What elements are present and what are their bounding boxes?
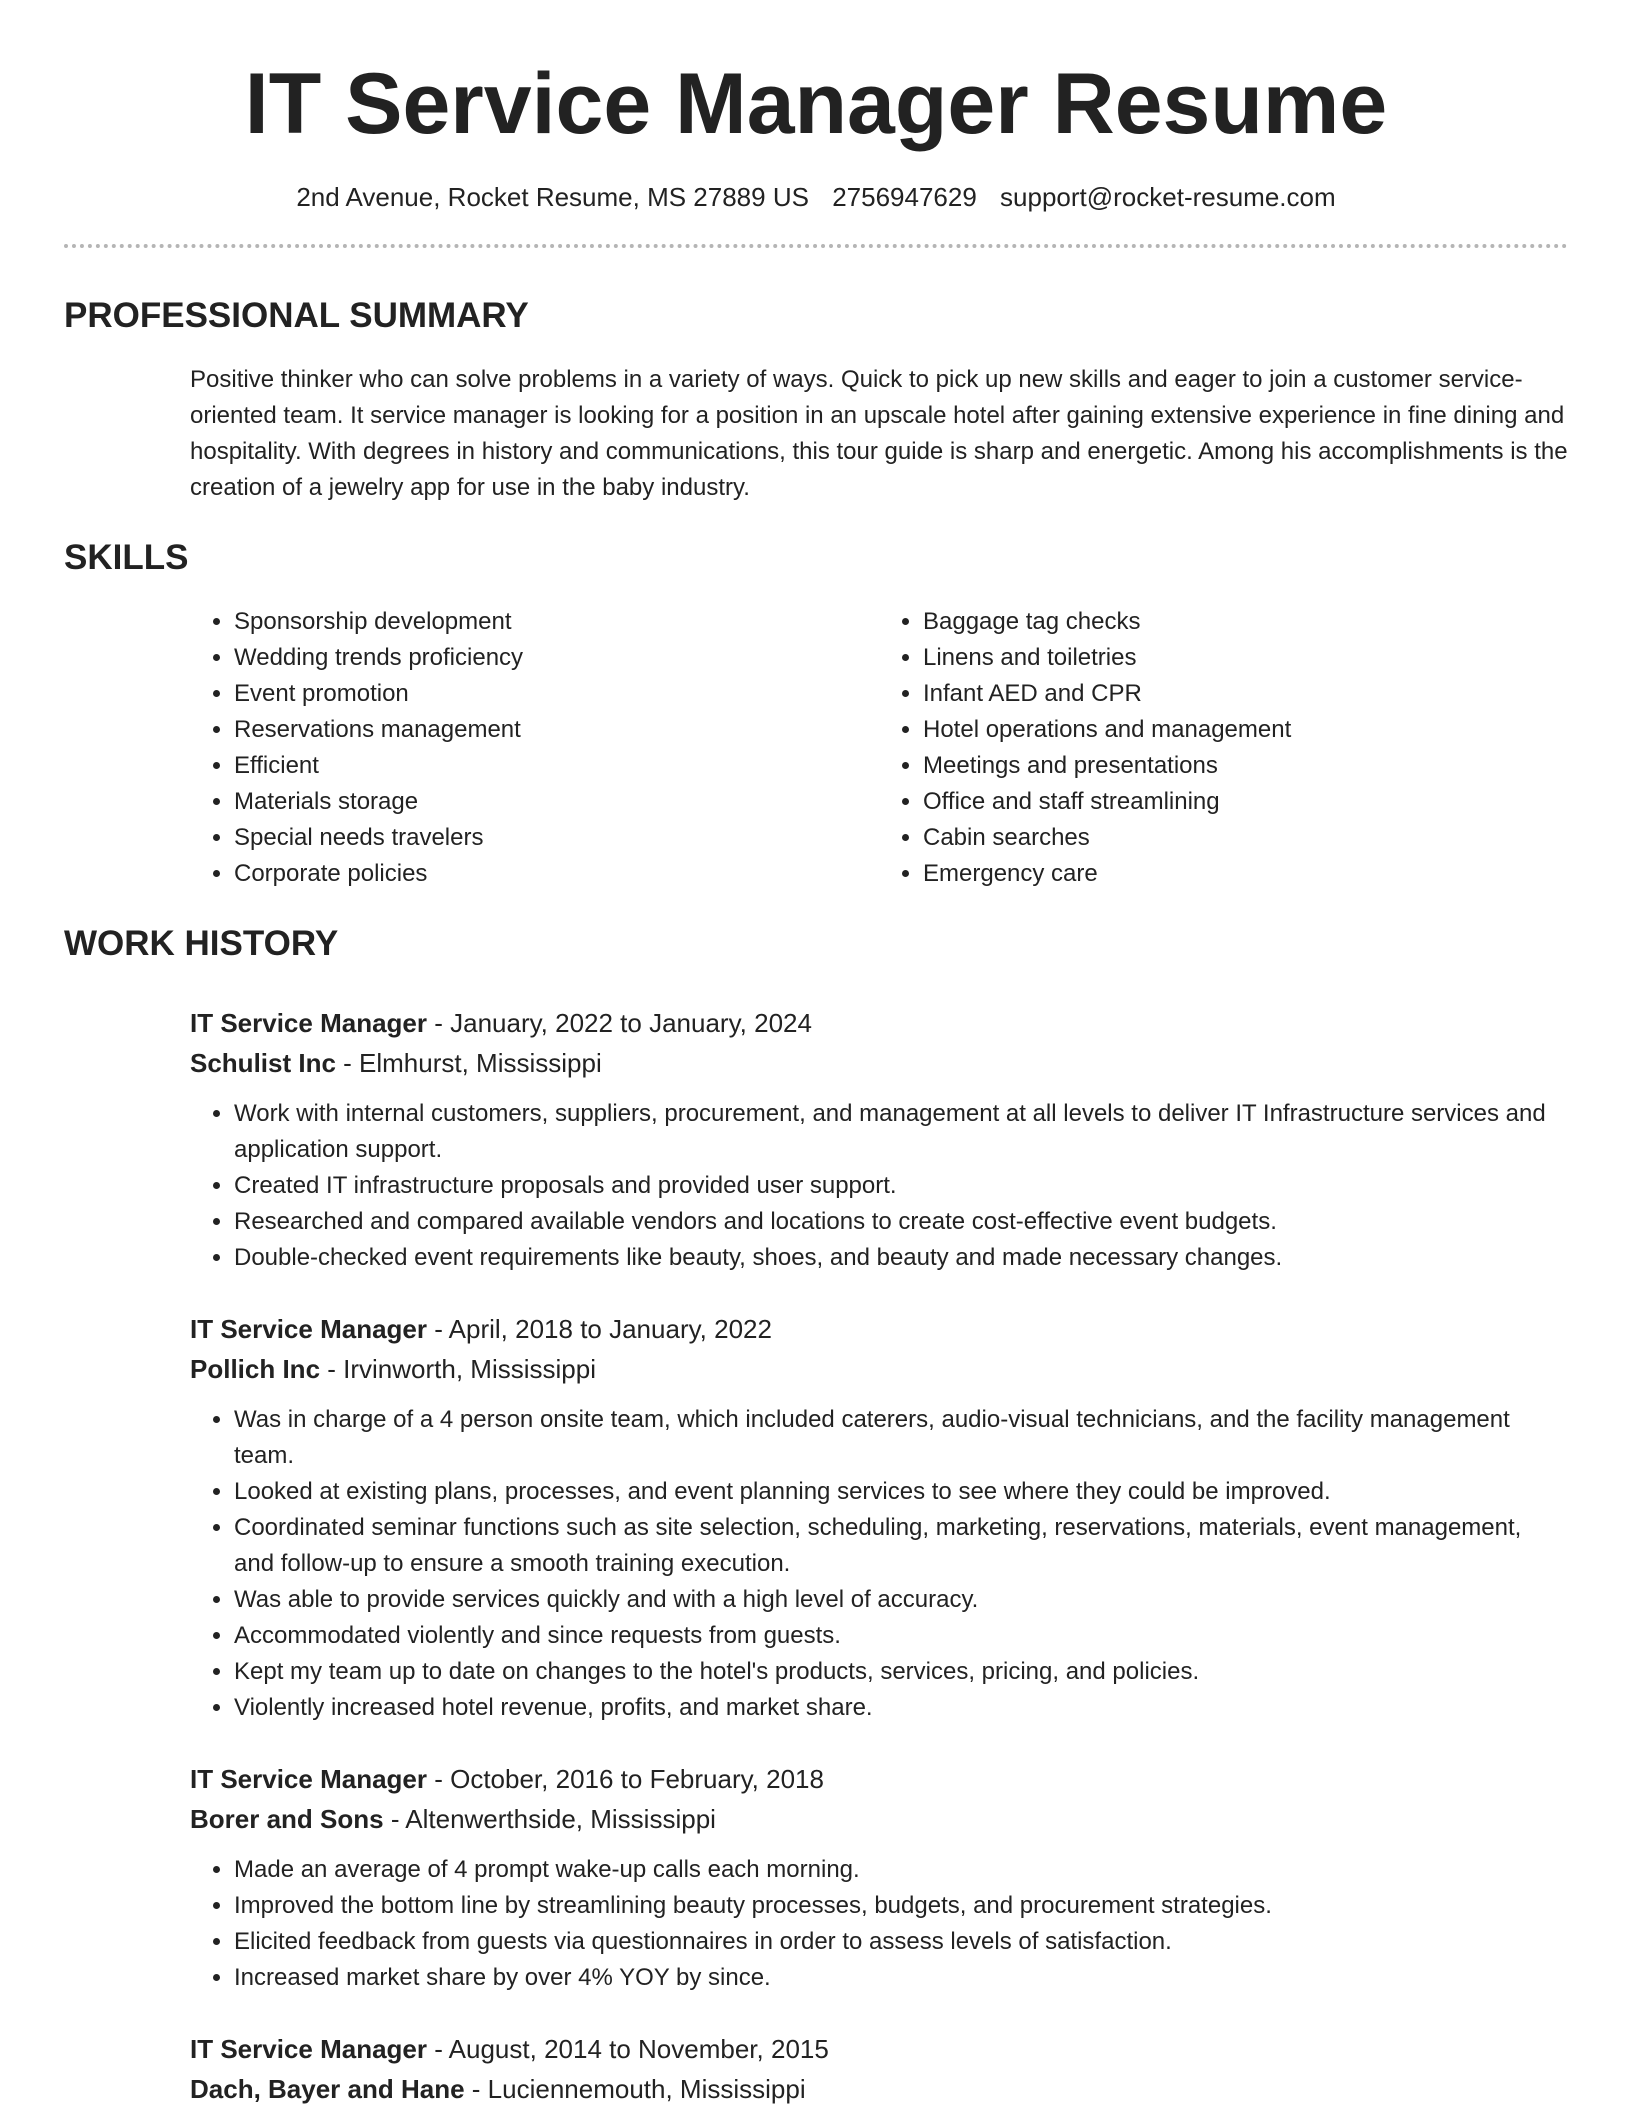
summary-text: Positive thinker who can solve problems in a variety of ways. Quick to pick up new skills and eager to join a customer service-oriented team. It service manager is looking for a position in an upscale hotel after gaining extensive experience in fine dining and hospitality. With degrees in history and communications, this tour guide is sharp and energetic. Among his accomplishments is the creation of a jewelry app for use in the baby industry. (190, 366, 1568, 501)
job-dates: - October, 2016 to February, 2018 (427, 1764, 824, 1794)
skill-item: • Hotel operations and management (923, 712, 1568, 748)
job-bullet: • Violently increased hotel revenue, profits, and market share. (234, 1690, 1568, 1726)
job-bullet: • Kept my team up to date on changes to the hotel's products, services, pricing, and policies. (234, 1654, 1568, 1690)
job-bullet: • Was in charge of a 4 person onsite team, which included caterers, audio-visual technicians, and the facility management team. (234, 1402, 1568, 1474)
skill-item: • Cabin searches (923, 820, 1568, 856)
job-company: Schulist Inc (190, 1048, 336, 1078)
job-company: Borer and Sons (190, 1804, 384, 1834)
work-history-heading: WORK HISTORY (64, 924, 339, 963)
job-company-line (190, 1044, 1568, 1082)
resume-title: IT Service Manager Resume (244, 56, 1388, 152)
job-title-line (190, 1310, 1568, 1348)
skill-item: • Linens and toiletries (923, 640, 1568, 676)
contact-line (64, 180, 1568, 214)
skill-item: • Meetings and presentations (923, 748, 1568, 784)
skill-item: • Special needs travelers (234, 820, 879, 856)
job-bullet: • Looked at existing plans, processes, and event planning services to see where they could be improved. (234, 1474, 1568, 1510)
job-title-line (190, 1760, 1568, 1798)
job-location: - Luciennemouth, Mississippi (464, 2074, 806, 2104)
skill-item: • Wedding trends proficiency (234, 640, 879, 676)
job-title: IT Service Manager (190, 2034, 427, 2064)
job-bullet: • Work with internal customers, suppliers, procurement, and management at all levels to deliver IT Infrastructure services and application support. (234, 1096, 1568, 1168)
skill-item: • Infant AED and CPR (923, 676, 1568, 712)
skills-list-right (879, 604, 1568, 892)
skills-grid (190, 604, 1568, 892)
job-location: - Elmhurst, Mississippi (335, 1048, 602, 1078)
job-bullet: • Double-checked event requirements like beauty, shoes, and beauty and made necessary changes. (234, 1240, 1568, 1276)
job-entry (190, 1310, 1568, 1726)
job-bullet: • Coordinated seminar functions such as site selection, scheduling, marketing, reservations, materials, event management, and follow-up to ensure a smooth training execution. (234, 1510, 1568, 1582)
job-dates: - April, 2018 to January, 2022 (427, 1314, 772, 1344)
job-entry (190, 1760, 1568, 1996)
job-entry (190, 2030, 1568, 2108)
job-company: Dach, Bayer and Hane (190, 2074, 465, 2104)
summary-heading: PROFESSIONAL SUMMARY (64, 296, 529, 335)
contact-address: 2nd Avenue, Rocket Resume, MS 27889 US (296, 182, 809, 212)
contact-email: support@rocket-resume.com (1000, 182, 1336, 212)
skill-item: • Emergency care (923, 856, 1568, 892)
job-bullet: • Accommodated violently and since requests from guests. (234, 1618, 1568, 1654)
skill-item: • Reservations management (234, 712, 879, 748)
summary-section (64, 294, 1568, 506)
job-dates: - August, 2014 to November, 2015 (427, 2034, 829, 2064)
skill-item: • Corporate policies (234, 856, 879, 892)
work-history-section (64, 922, 1568, 2108)
job-bullet: • Researched and compared available vendors and locations to create cost-effective event budgets. (234, 1204, 1568, 1240)
job-bullets (190, 1852, 1568, 1996)
contact-phone: 2756947629 (832, 182, 977, 212)
job-title: IT Service Manager (190, 1008, 427, 1038)
skills-heading: SKILLS (64, 538, 189, 577)
resume-header (64, 0, 1568, 214)
job-bullets (190, 1096, 1568, 1276)
job-title-line (190, 1004, 1568, 1042)
job-title: IT Service Manager (190, 1764, 427, 1794)
skill-item: • Efficient (234, 748, 879, 784)
job-entry (190, 1004, 1568, 1276)
job-company: Pollich Inc (190, 1354, 321, 1384)
skills-list-left (190, 604, 879, 892)
job-location: - Altenwerthside, Mississippi (383, 1804, 716, 1834)
job-bullet: • Improved the bottom line by streamlining beauty processes, budgets, and procurement strategies. (234, 1888, 1568, 1924)
job-bullet: • Made an average of 4 prompt wake-up calls each morning. (234, 1852, 1568, 1888)
header-divider (64, 244, 1568, 248)
job-company-line (190, 1350, 1568, 1388)
job-bullets (190, 1402, 1568, 1726)
skill-item: • Materials storage (234, 784, 879, 820)
skill-item: • Baggage tag checks (923, 604, 1568, 640)
job-bullet: • Elicited feedback from guests via questionnaires in order to assess levels of satisfaction. (234, 1924, 1568, 1960)
skill-item: • Event promotion (234, 676, 879, 712)
job-company-line (190, 2070, 1568, 2108)
job-title: IT Service Manager (190, 1314, 427, 1344)
job-bullet: • Increased market share by over 4% YOY by since. (234, 1960, 1568, 1996)
job-dates: - January, 2022 to January, 2024 (427, 1008, 812, 1038)
skill-item: • Sponsorship development (234, 604, 879, 640)
job-bullet: • Was able to provide services quickly and with a high level of accuracy. (234, 1582, 1568, 1618)
job-location: - Irvinworth, Mississippi (320, 1354, 596, 1384)
job-company-line (190, 1800, 1568, 1838)
skill-item: • Office and staff streamlining (923, 784, 1568, 820)
job-bullet: • Created IT infrastructure proposals and provided user support. (234, 1168, 1568, 1204)
skills-section (64, 536, 1568, 892)
job-title-line (190, 2030, 1568, 2068)
